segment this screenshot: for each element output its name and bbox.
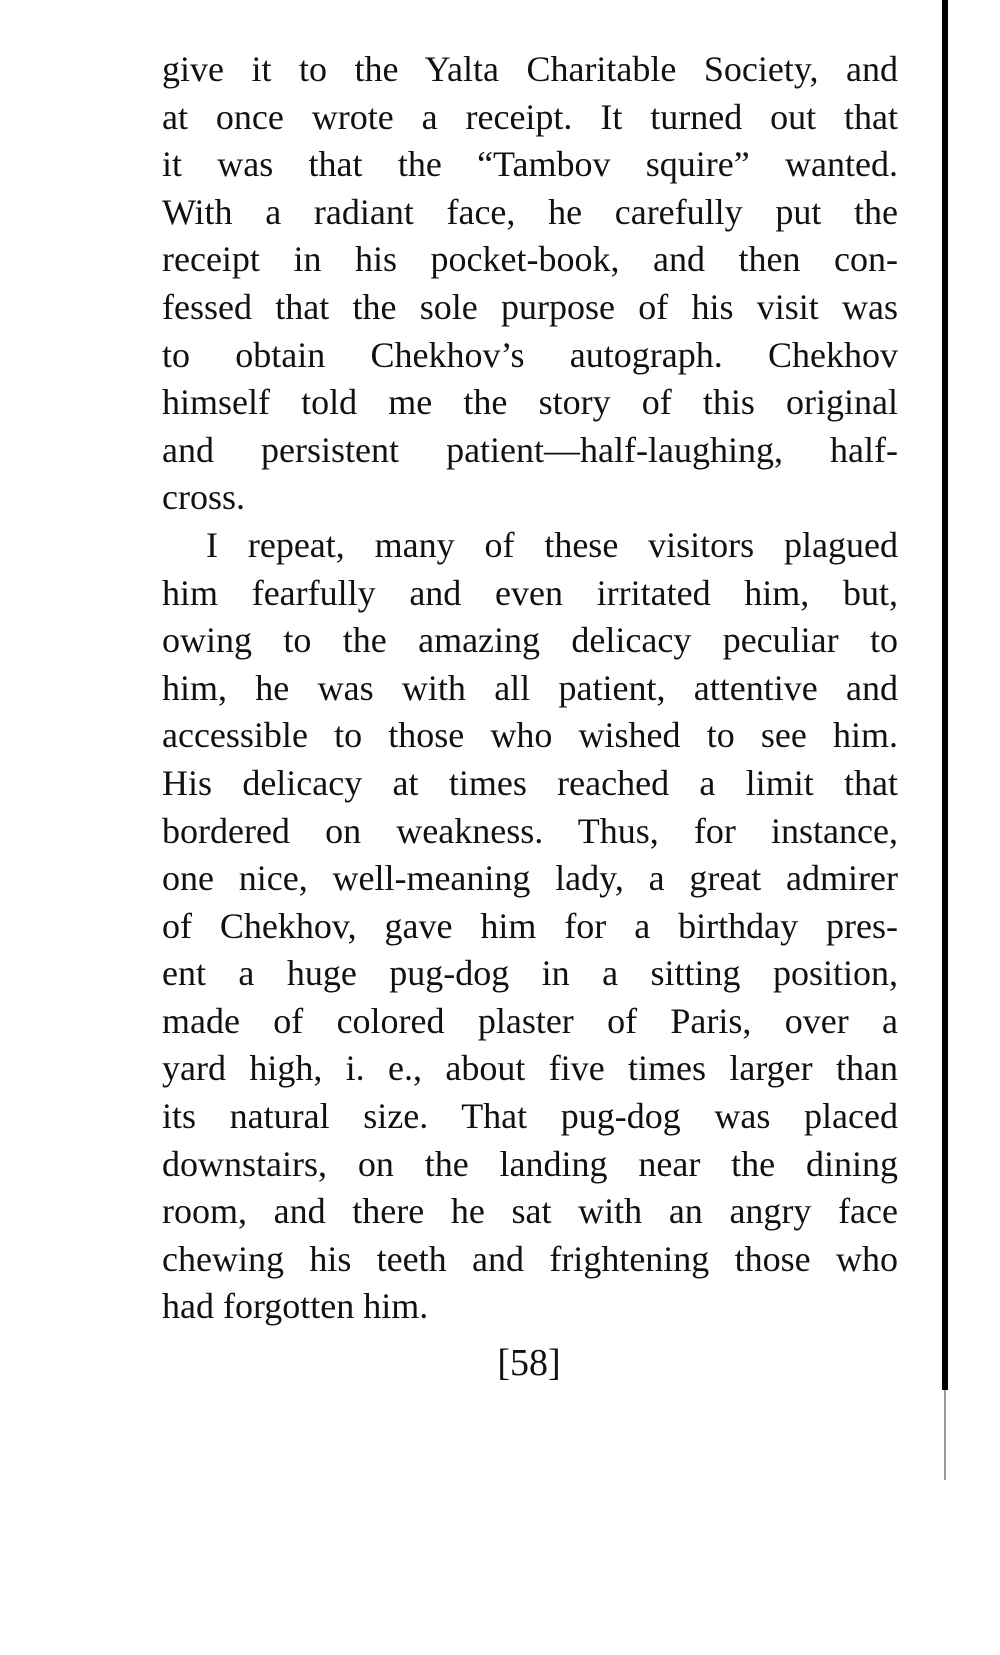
text-line: of Chekhov, gave him for a birthday pres- bbox=[162, 905, 898, 946]
text-line: downstairs, on the landing near the dining bbox=[162, 1143, 898, 1184]
page-edge-shadow bbox=[944, 1390, 946, 1480]
text-line: to obtain Chekhov’s autograph. Chekhov bbox=[162, 334, 898, 375]
paragraph-1 bbox=[162, 46, 898, 522]
text-line: owing to the amazing delicacy peculiar to bbox=[162, 620, 898, 661]
text-line: With a radiant face, he carefully put the bbox=[162, 191, 898, 232]
text-line: ent a huge pug-dog in a sitting position, bbox=[162, 953, 898, 994]
page-edge-border bbox=[942, 0, 948, 1390]
text-line: fessed that the sole purpose of his visit was bbox=[162, 286, 898, 327]
text-line: one nice, well-meaning lady, a great admirer bbox=[162, 858, 898, 899]
text-line: it was that the “Tambov squire” wanted. bbox=[162, 144, 898, 185]
text-line: give it to the Yalta Charitable Society, and bbox=[162, 49, 898, 89]
text-line: cross. bbox=[162, 477, 245, 518]
text-line: him fearfully and even irritated him, but, bbox=[162, 572, 898, 613]
body-text bbox=[162, 46, 898, 1331]
text-line: and persistent patient—half-laughing, half- bbox=[162, 429, 898, 470]
text-line: receipt in his pocket-book, and then con- bbox=[162, 239, 898, 280]
text-line: its natural size. That pug-dog was placed bbox=[162, 1096, 898, 1137]
text-line: room, and there he sat with an angry face bbox=[162, 1191, 898, 1232]
paragraph-2 bbox=[162, 522, 898, 1331]
page-number: [58] bbox=[497, 1342, 561, 1384]
text-line: yard high, i. e., about five times larger than bbox=[162, 1048, 898, 1089]
text-line: himself told me the story of this original bbox=[162, 382, 898, 423]
text-line: His delicacy at times reached a limit that bbox=[162, 762, 898, 803]
text-line: at once wrote a receipt. It turned out that bbox=[162, 96, 898, 137]
text-line: had forgotten him. bbox=[162, 1286, 429, 1327]
text-line: accessible to those who wished to see him. bbox=[162, 715, 898, 756]
text-line: chewing his teeth and frightening those who bbox=[162, 1238, 898, 1279]
text-line: I repeat, many of these visitors plagued bbox=[206, 524, 898, 565]
text-line: bordered on weakness. Thus, for instance, bbox=[162, 810, 898, 851]
text-line: him, he was with all patient, attentive and bbox=[162, 667, 898, 708]
text-line: made of colored plaster of Paris, over a bbox=[162, 1000, 898, 1041]
